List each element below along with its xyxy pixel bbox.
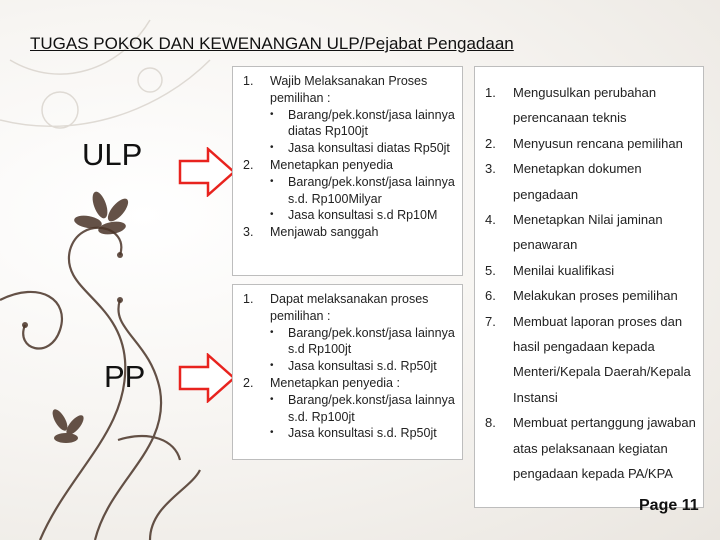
list-item — [233, 291, 462, 375]
item-text: Menilai kualifikasi — [513, 262, 615, 278]
item-text: Membuat laporan proses dan hasil pengadaan kepada Menteri/Kepala Daerah/Kepala Instansi — [513, 313, 691, 405]
item-text: Melakukan proses pemilihan — [513, 288, 678, 304]
item-text: Menetapkan dokumen pengadaan — [513, 161, 642, 202]
item-text: Menjawab sanggah — [270, 225, 379, 240]
list-item — [475, 207, 703, 258]
page-number: Page 11 — [639, 497, 699, 514]
sub-item-text: Barang/pek.konst/jasa lainnya diatas Rp100jt — [288, 107, 455, 139]
list-item — [475, 410, 703, 486]
item-number: 5. — [485, 262, 496, 278]
ulp-duties-box — [232, 66, 463, 276]
item-number: 2. — [485, 135, 496, 151]
list-item — [233, 375, 462, 442]
item-text: Wajib Melaksanakan Proses pemilihan : — [270, 74, 428, 105]
list-item — [475, 156, 703, 207]
list-item — [475, 131, 703, 156]
item-number: 2. — [243, 157, 254, 172]
item-number: 4. — [485, 212, 496, 228]
bullet-icon: • — [270, 209, 274, 221]
list-item — [475, 283, 703, 308]
item-number: 1. — [243, 292, 254, 306]
item-text: Membuat pertanggung jawaban atas pelaksanaan kegiatan pengadaan kepada PA/KPA — [513, 415, 696, 482]
sub-item — [270, 358, 458, 375]
list-item — [475, 258, 703, 283]
bullet-icon: • — [270, 142, 274, 154]
item-text: Menetapkan Nilai jaminan penawaran — [513, 212, 663, 253]
sub-item — [270, 174, 458, 208]
sub-item-text: Barang/pek.konst/jasa lainnya s.d. Rp100Milyar — [288, 174, 455, 206]
item-number: 7. — [485, 313, 496, 329]
bullet-icon: • — [270, 427, 274, 439]
right-arrow-icon — [178, 353, 236, 403]
sub-item — [270, 325, 458, 359]
pp-duties-box — [232, 284, 463, 460]
item-number: 3. — [485, 161, 496, 177]
item-text: Menyusun rencana pemilihan — [513, 135, 683, 151]
list-item — [233, 73, 462, 157]
item-number: 6. — [485, 288, 496, 304]
item-number: 3. — [243, 225, 254, 240]
bullet-icon: • — [270, 393, 274, 405]
right-arrow-icon — [178, 147, 236, 197]
sub-item-text: Jasa konsultasi s.d. Rp50jt — [288, 359, 437, 374]
sub-item-text: Barang/pek.konst/jasa lainnya s.d. Rp100jt — [288, 392, 455, 424]
list-item — [475, 80, 703, 131]
item-text: Menetapkan penyedia : — [270, 375, 400, 390]
sub-item-text: Jasa konsultasi s.d. Rp50jt — [288, 426, 437, 441]
bullet-icon: • — [270, 175, 274, 187]
sub-item — [270, 207, 458, 224]
item-number: 1. — [485, 85, 496, 100]
item-number: 2. — [243, 375, 254, 390]
list-item — [233, 157, 462, 224]
ulp-label: ULP — [82, 137, 143, 172]
page-title: TUGAS POKOK DAN KEWENANGAN ULP/Pejabat Pengadaan — [30, 34, 514, 53]
bullet-icon: • — [270, 360, 274, 372]
bullet-icon: • — [270, 108, 274, 120]
sub-item-text: Jasa konsultasi diatas Rp50jt — [288, 141, 450, 156]
item-text: Menetapkan penyedia — [270, 157, 394, 172]
sub-item — [270, 425, 458, 442]
item-number: 8. — [485, 415, 496, 431]
bullet-icon: • — [270, 326, 274, 338]
list-item — [233, 224, 462, 241]
sub-item — [270, 392, 458, 426]
list-item — [475, 309, 703, 411]
sub-item-text: Barang/pek.konst/jasa lainnya s.d Rp100jt — [288, 325, 455, 357]
sub-item — [270, 107, 458, 141]
sub-item — [270, 140, 458, 157]
duties-list-box — [474, 66, 704, 508]
pp-label: PP — [104, 359, 146, 394]
sub-item-text: Jasa konsultasi s.d Rp10M — [288, 208, 438, 223]
item-number: 1. — [243, 74, 254, 88]
item-text: Mengusulkan perubahan perencanaan teknis — [513, 85, 657, 126]
item-text: Dapat melaksanakan proses pemilihan : — [270, 292, 429, 323]
